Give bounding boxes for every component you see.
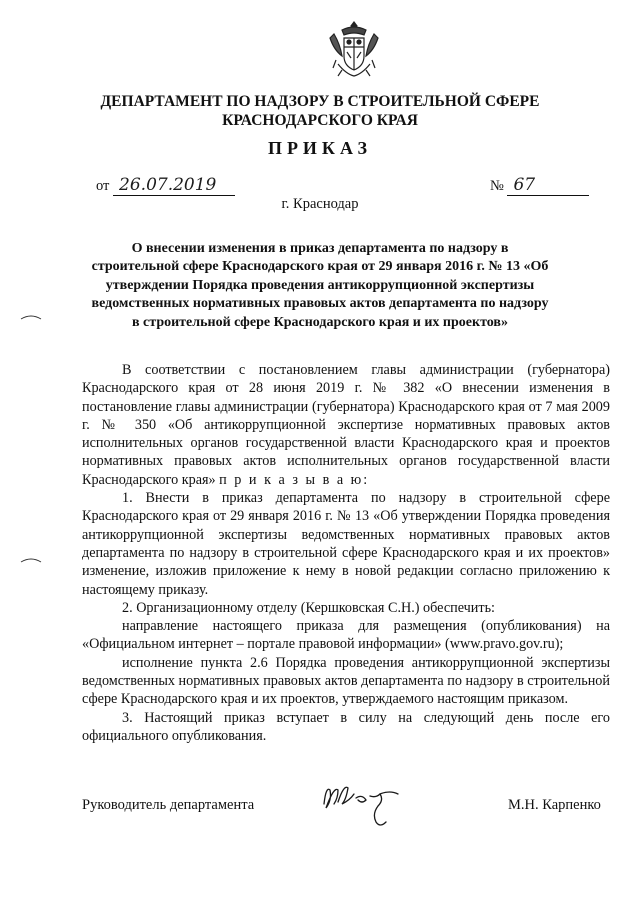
signatory-position: Руководитель департамента <box>82 797 255 813</box>
item-2-a: направление настоящего приказа для размещения (опубликования) на «Официальном интернет – портале правовой информации» (www.pravo.gov.ru); <box>82 618 610 653</box>
scan-mark <box>20 313 42 321</box>
order-number-line <box>490 175 589 196</box>
item-2-b: исполнение пункта 2.6 Порядка проведения антикоррупционной экспертизы ведомственных нормативных правовых актов департамента по надзору в строительной сфере Краснодарского края и их проектов, утверждаемого настоящим приказом. <box>82 654 610 708</box>
order-title: ПРИКАЗ <box>267 138 373 158</box>
preamble-paragraph <box>82 361 610 489</box>
number-prefix: № <box>490 178 504 194</box>
department-name: ДЕПАРТАМЕНТ ПО НАДЗОРУ В СТРОИТЕЛЬНОЙ СФЕРЕ КРАСНОДАРСКОГО КРАЯ <box>100 93 540 129</box>
order-body <box>82 361 610 745</box>
order-date: 26.07.2019 <box>113 175 235 196</box>
city: г. Краснодар <box>281 196 359 212</box>
scan-mark <box>20 556 42 564</box>
order-keyword: п р и к а з ы в а ю: <box>219 471 370 488</box>
coat-of-arms-icon <box>328 20 380 80</box>
order-number: 67 <box>507 175 589 196</box>
handwritten-signature <box>318 774 438 834</box>
signatory-name: М.Н. Карпенко <box>508 797 601 813</box>
order-subject: О внесении изменения в приказ департамента по надзору в строительной сфере Краснодарского края от 29 января 2016 г. № 13 «Об утверждении Порядка проведения антикоррупционной экспертизы ведомственных нормативных правовых актов департамента по надзору в строительной сфере Краснодарского края и их проектов» <box>91 241 549 330</box>
item-3: 3. Настоящий приказ вступает в силу на следующий день после его официального опубликования. <box>82 709 610 744</box>
date-prefix: от <box>96 178 110 194</box>
item-2: 2. Организационному отделу (Кершковская С.Н.) обеспечить: <box>122 599 496 616</box>
order-date-line <box>96 175 235 196</box>
preamble-text: В соответствии с постановлением главы администрации (губернатора) Краснодарского края от 28 июня 2019 г. № 382 «О внесении изменения в постановление главы администрации (губернатора) Краснодарского края от 7 мая 2009 г. № 350 «Об антикоррупционной экспертизе нормативных правовых актов исполнительных органов государственной власти Краснодарского края и проектов нормативных правовых актов исполнительных органов государственной власти Краснодарского края» <box>82 362 610 488</box>
item-1: 1. Внести в приказ департамента по надзору в строительной сфере Краснодарского края от 29 января 2016 г. № 13 «Об утверждении Порядка проведения антикоррупционной экспертизы ведомственных нормативных правовых актов департамента по надзору в строительной сфере Краснодарского края и их проектов» изменение, изложив приложение к нему в новой редакции согласно приложению к настоящему приказу. <box>82 490 610 598</box>
